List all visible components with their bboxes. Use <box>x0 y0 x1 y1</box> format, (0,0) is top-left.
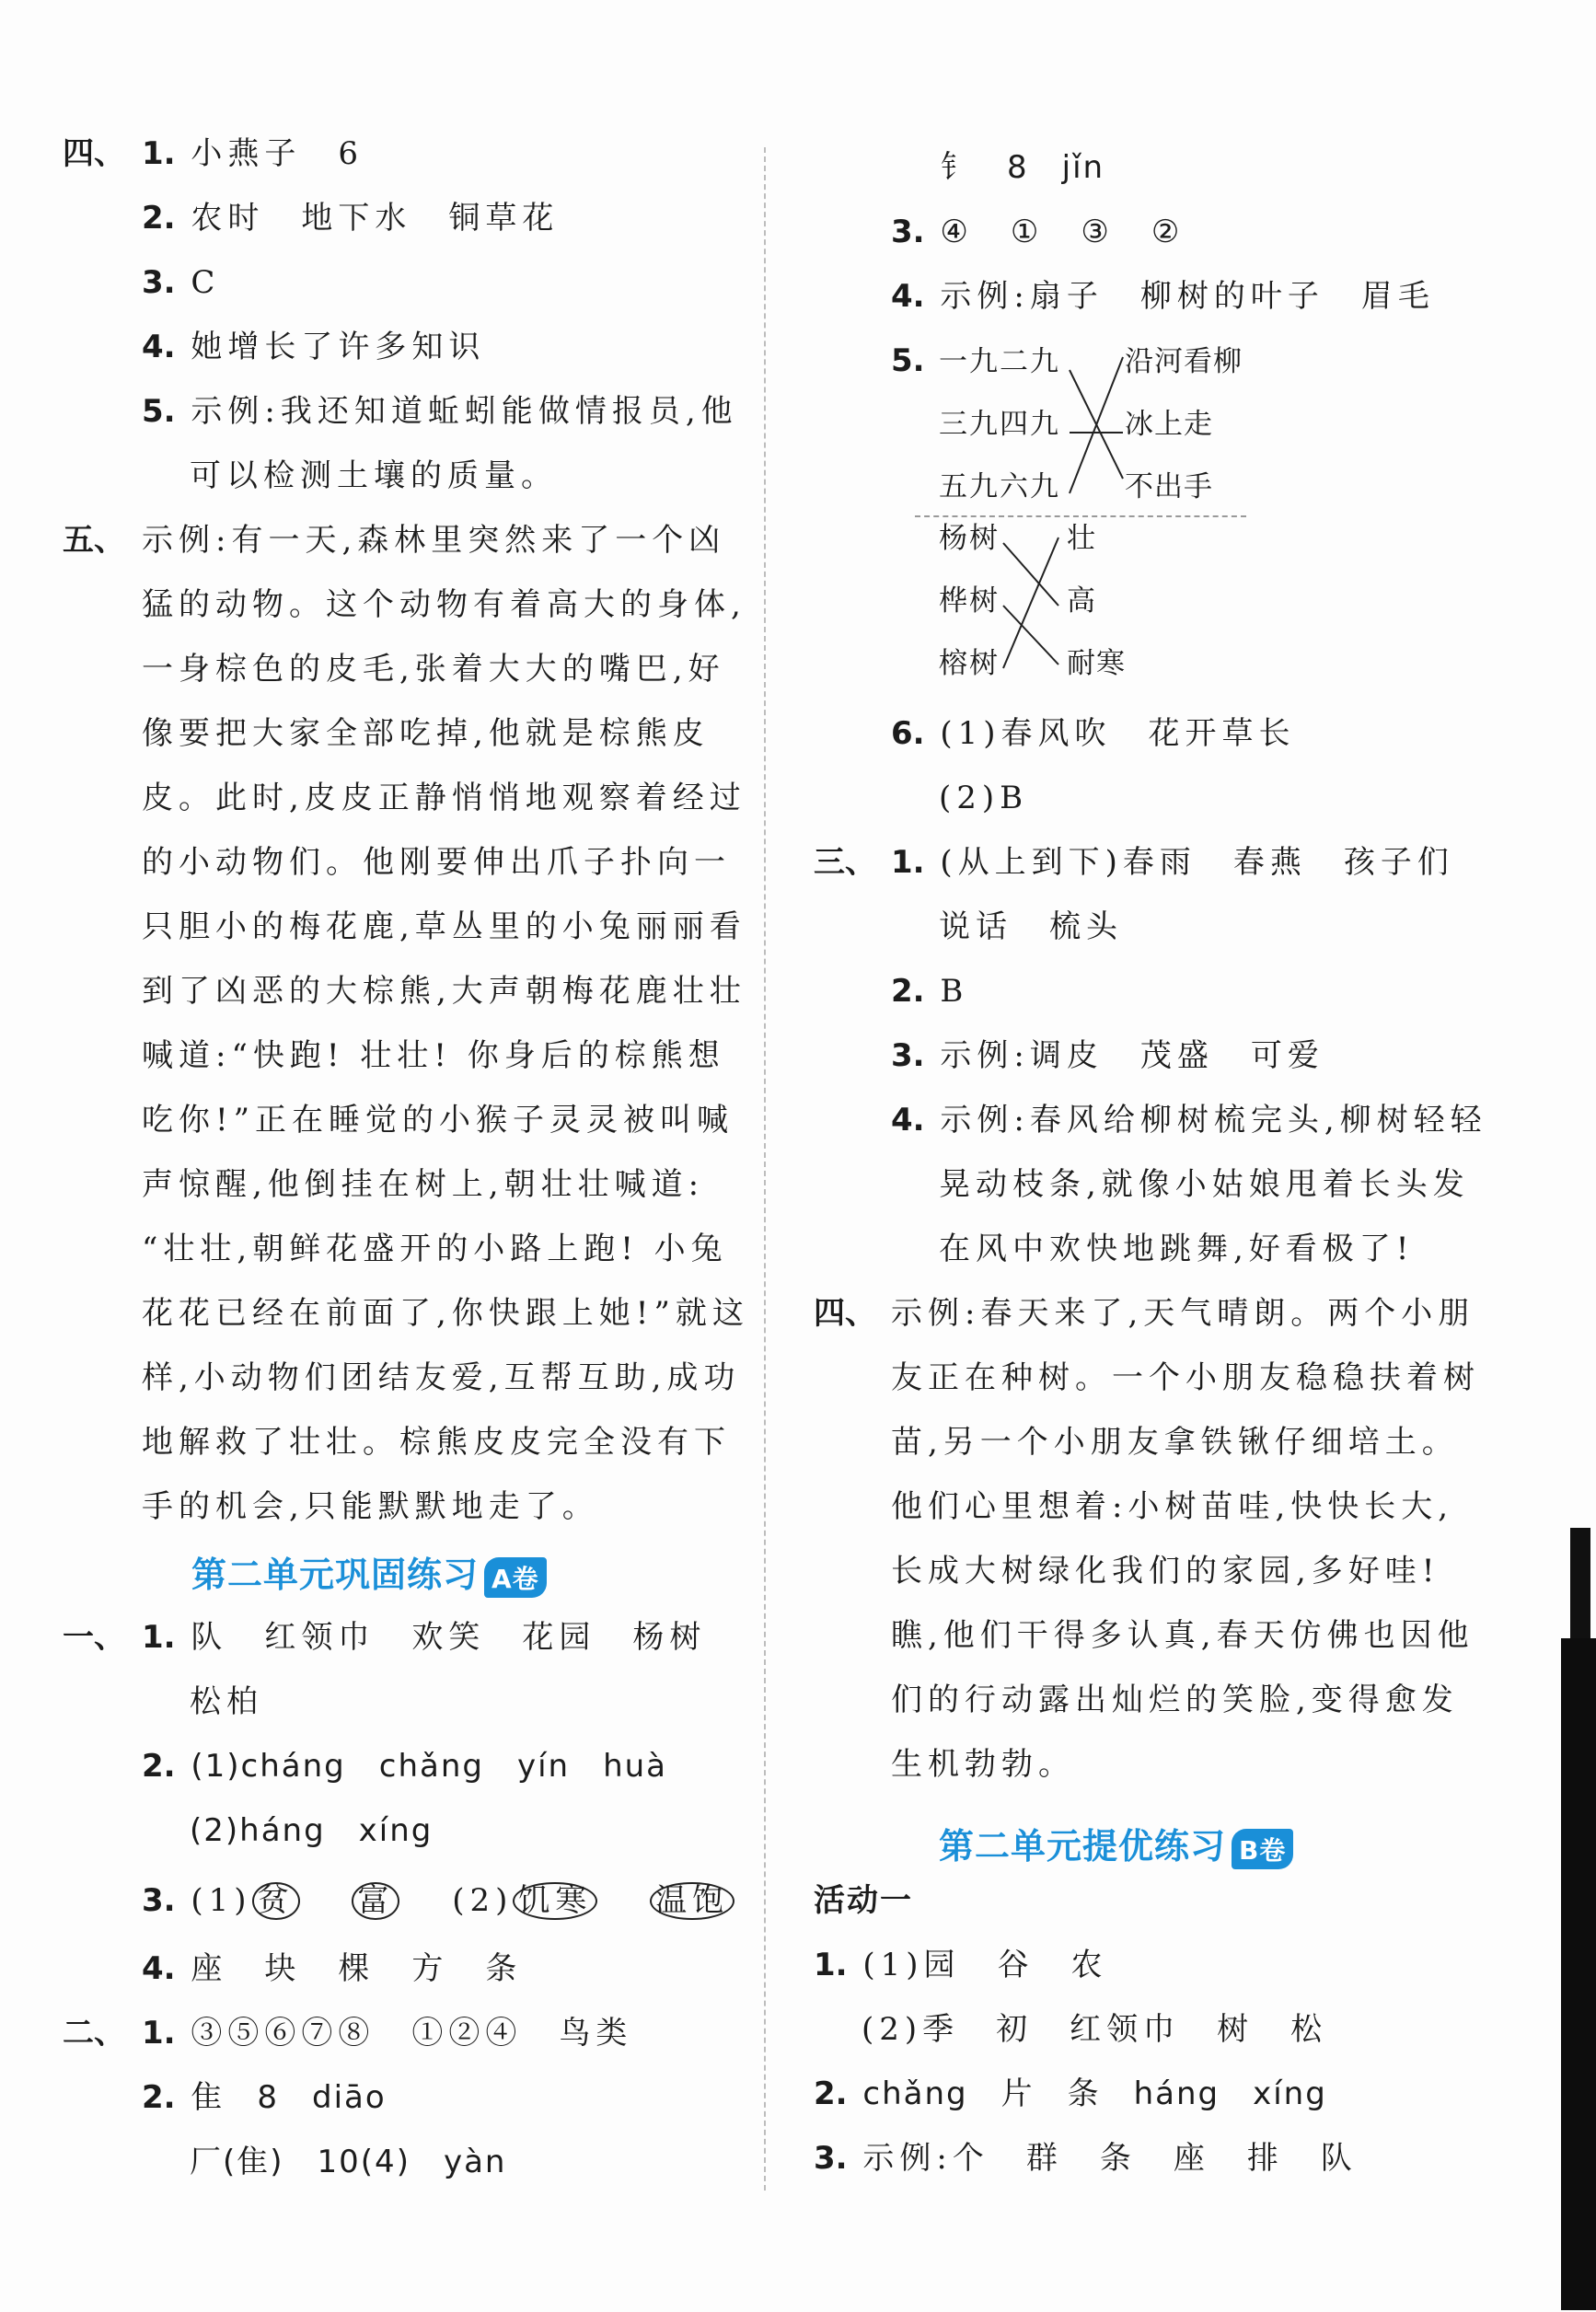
s3-q1: 1. (从上到下)春雨 春燕 孩子们 <box>891 844 1454 881</box>
essay-line: 的小动物们。他刚要伸出爪子扑向一 <box>142 844 731 881</box>
essay-line: 样,小动物们团结友爱,互帮互助,成功 <box>142 1359 741 1396</box>
a1-q4: 4. 座 块 棵 方 条 <box>142 1950 523 1987</box>
s4-line: 友正在种树。一个小朋友稳稳扶着树 <box>891 1359 1480 1396</box>
essay-line: “壮壮,朝鲜花盛开的小路上跑! 小兔 <box>142 1231 728 1267</box>
essay-line: 吃你!”正在睡觉的小猴子灵灵被叫喊 <box>142 1102 734 1139</box>
a1-q3: 3. (1) 贫 富 (2) 饥寒 温饱 <box>142 1882 734 1920</box>
circled-answer: 贫 <box>252 1882 300 1920</box>
match-right-3: 不出手 <box>1125 470 1213 503</box>
match-left-3: 五九六九 <box>939 470 1060 503</box>
act-q2: 2. chǎng 片 条 háng xíng <box>814 2075 1327 2112</box>
s3-q4: 4. 示例:春风给柳树梳完头,柳树轻轻 <box>891 1102 1487 1139</box>
s4-line: 生机勃勃。 <box>891 1746 1075 1783</box>
essay-line: 一身棕色的皮毛,张着大大的嘴巴,好 <box>142 651 725 688</box>
section-three-number: 三、 <box>814 844 876 881</box>
r-q5-number: 5. <box>891 342 925 379</box>
essay-line: 地解救了壮壮。棕熊皮皮完全没有下 <box>142 1424 731 1461</box>
r-q6-cont: (2)B <box>939 780 1029 816</box>
s4-line: 苗,另一个小朋友拿铁锹仔细培土。 <box>891 1424 1459 1461</box>
q4-item-5: 5. 示例:我还知道蚯蚓能做情报员,他 <box>142 393 738 430</box>
essay-line: 手的机会,只能默默地走了。 <box>142 1488 599 1525</box>
essay-line: 猛的动物。这个动物有着高大的身体, <box>142 586 746 623</box>
badge-b: B卷 <box>1232 1829 1293 1869</box>
essay-line: 皮。此时,皮皮正静悄悄地观察着经过 <box>142 780 746 816</box>
a2-q2-cont: 厂(隹) 10(4) yàn <box>190 2144 507 2180</box>
q4-item-2: 2. 农时 地下水 铜草花 <box>142 200 560 237</box>
s3-q1-cont: 说话 梳头 <box>939 908 1123 945</box>
section-two-number: 二、 <box>63 2015 125 2052</box>
act-q3: 3. 示例:个 群 条 座 排 队 <box>814 2140 1358 2177</box>
act-q1-cont: (2)季 初 红领巾 树 松 <box>862 2011 1328 2048</box>
essay-line: 声惊醒,他倒挂在树上,朝壮壮喊道: <box>142 1166 705 1203</box>
activity-title: 活动一 <box>814 1882 913 1919</box>
right-top-cont: 钅 8 jǐn <box>941 149 1105 186</box>
match2-left-2: 桦树 <box>939 584 1000 618</box>
essay-line: 喊道:“快跑! 壮壮! 你身后的棕熊想 <box>142 1037 725 1074</box>
s3-q3: 3. 示例:调皮 茂盛 可爱 <box>891 1037 1324 1074</box>
s3-q2: 2. B <box>891 973 969 1010</box>
column-divider <box>764 147 766 2191</box>
circled-answer: 富 <box>352 1882 399 1920</box>
r-q4: 4. 示例:扇子 柳树的叶子 眉毛 <box>891 278 1435 315</box>
essay-line: 到了凶恶的大棕熊,大声朝梅花鹿壮壮 <box>142 973 746 1010</box>
match2-right-1: 壮 <box>1067 522 1096 555</box>
r-q6: 6. (1)春风吹 花开草长 <box>891 715 1296 752</box>
scan-edge-shadow <box>1561 1638 1596 2310</box>
r-q3: 3. ④ ① ③ ② <box>891 214 1185 250</box>
a1-q2-cont: (2)háng xíng <box>190 1812 434 1849</box>
q4-item-4: 4. 她增长了许多知识 <box>142 329 486 365</box>
s4-line: 们的行动露出灿烂的笑脸,变得愈发 <box>891 1682 1459 1718</box>
badge-a: A卷 <box>484 1557 547 1598</box>
section-title-a: 第二单元巩固练习 A卷 <box>191 1546 547 1598</box>
section-four-number: 四、 <box>63 135 125 172</box>
match2-right-3: 耐寒 <box>1067 647 1126 680</box>
section-one-number: 一、 <box>63 1619 125 1656</box>
a1-q2: 2. (1)cháng chǎng yín huà <box>142 1748 668 1785</box>
s3-q4-cont: 在风中欢快地跳舞,好看极了! <box>939 1231 1415 1267</box>
q4-item-5-cont: 可以检测土壤的质量。 <box>190 457 558 494</box>
essay-line: 像要把大家全部吃掉,他就是棕熊皮 <box>142 715 710 752</box>
match-separator <box>915 515 1246 517</box>
essay-line: 只胆小的梅花鹿,草丛里的小兔丽丽看 <box>142 908 746 945</box>
circled-answer: 饥寒 <box>513 1882 597 1920</box>
s4-line: 他们心里想着:小树苗哇,快快长大, <box>891 1488 1454 1525</box>
match-right-1: 沿河看柳 <box>1125 345 1243 378</box>
match-left-2: 三九四九 <box>939 408 1060 441</box>
q4-item-1: 1. 小燕子 6 <box>142 135 364 172</box>
essay-line: 花花已经在前面了,你快跟上她!”就这 <box>142 1295 749 1332</box>
section-five-number: 五、 <box>63 522 125 559</box>
q4-item-3: 3. C <box>142 264 221 301</box>
match2-right-2: 高 <box>1067 584 1096 618</box>
s3-q4-cont: 晃动枝条,就像小姑娘甩着长头发 <box>939 1166 1470 1203</box>
match2-left-3: 榕树 <box>939 647 1000 680</box>
section-four-number-right: 四、 <box>814 1295 876 1332</box>
s4-line: 示例:春天来了,天气晴朗。两个小朋 <box>891 1295 1475 1332</box>
section-title-b: 第二单元提优练习 B卷 <box>939 1818 1293 1869</box>
match-lines-1 <box>1062 341 1136 515</box>
a1-q1: 1. 队 红领巾 欢笑 花园 杨树 <box>142 1619 707 1656</box>
a1-q1-cont: 松柏 <box>190 1683 263 1720</box>
a2-q1: 1. ③⑤⑥⑦⑧ ①②④ 鸟类 <box>142 2015 633 2052</box>
essay-line: 示例:有一天,森林里突然来了一个凶 <box>142 522 726 559</box>
s4-line: 瞧,他们干得多认真,春天仿佛也因他 <box>891 1617 1475 1654</box>
match-right-2: 冰上走 <box>1125 408 1213 441</box>
circled-answer: 温饱 <box>650 1882 734 1920</box>
a2-q2: 2. 隹 8 diāo <box>142 2079 387 2116</box>
act-q1: 1. (1)园 谷 农 <box>814 1947 1108 1983</box>
match2-left-1: 杨树 <box>939 522 1000 555</box>
match-left-1: 一九二九 <box>939 345 1060 378</box>
s4-line: 长成大树绿化我们的家园,多好哇! <box>891 1553 1440 1590</box>
match-lines-2 <box>998 517 1071 692</box>
